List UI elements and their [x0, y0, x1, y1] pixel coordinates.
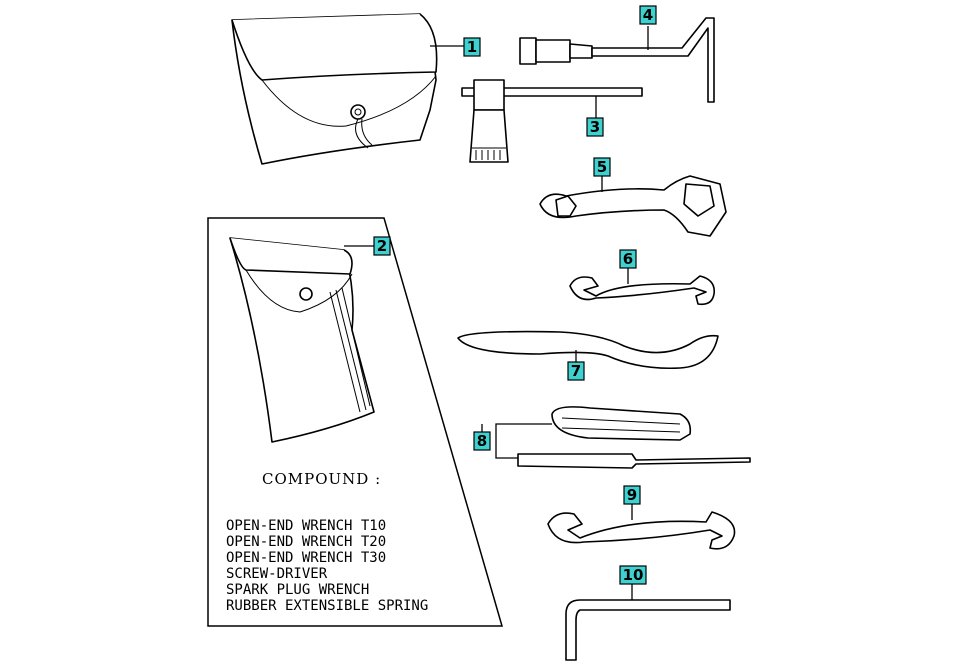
socket-wrench-illustration: [540, 176, 726, 236]
callout-1: [464, 38, 480, 56]
compound-item: OPEN-END WRENCH T20: [226, 534, 387, 550]
callout-3-label: 3: [589, 118, 601, 136]
callout-8-label: 8: [476, 432, 488, 450]
callout-2: [374, 237, 390, 255]
callout-5-label: 5: [596, 158, 608, 176]
hex-key-illustration: [566, 600, 730, 660]
compound-item: OPEN-END WRENCH T30: [226, 550, 387, 566]
compound-item: RUBBER EXTENSIBLE SPRING: [226, 598, 429, 614]
compound-title: COMPOUND :: [262, 470, 382, 488]
compound-item: SPARK PLUG WRENCH: [226, 582, 370, 598]
callout-2-label: 2: [376, 237, 388, 255]
spark-plug-wrench-illustration: [462, 80, 642, 162]
callout-4-label: 4: [642, 6, 654, 24]
callout-9-label: 9: [626, 486, 638, 504]
screwdriver-illustration: [518, 407, 750, 468]
callout-10: [620, 566, 646, 584]
callout-8: [474, 432, 490, 450]
callout-7-label: 7: [570, 362, 582, 380]
callout-4: [640, 6, 656, 24]
compound-item: OPEN-END WRENCH T10: [226, 518, 387, 534]
small-wrench-illustration: [570, 276, 714, 304]
callout-3: [587, 118, 603, 136]
compound-item: SCREW-DRIVER: [226, 566, 328, 582]
callout-7: [568, 362, 584, 380]
c-spanner-illustration: [458, 332, 718, 369]
callout-1-label: 1: [466, 38, 478, 56]
tool-pouch-illustration: [232, 14, 437, 164]
large-wrench-illustration: [548, 512, 735, 549]
callout-6-label: 6: [622, 250, 634, 268]
callout-10-label: 10: [622, 566, 644, 584]
callout-6: [620, 250, 636, 268]
callout-9: [624, 486, 640, 504]
callout-5: [594, 158, 610, 176]
